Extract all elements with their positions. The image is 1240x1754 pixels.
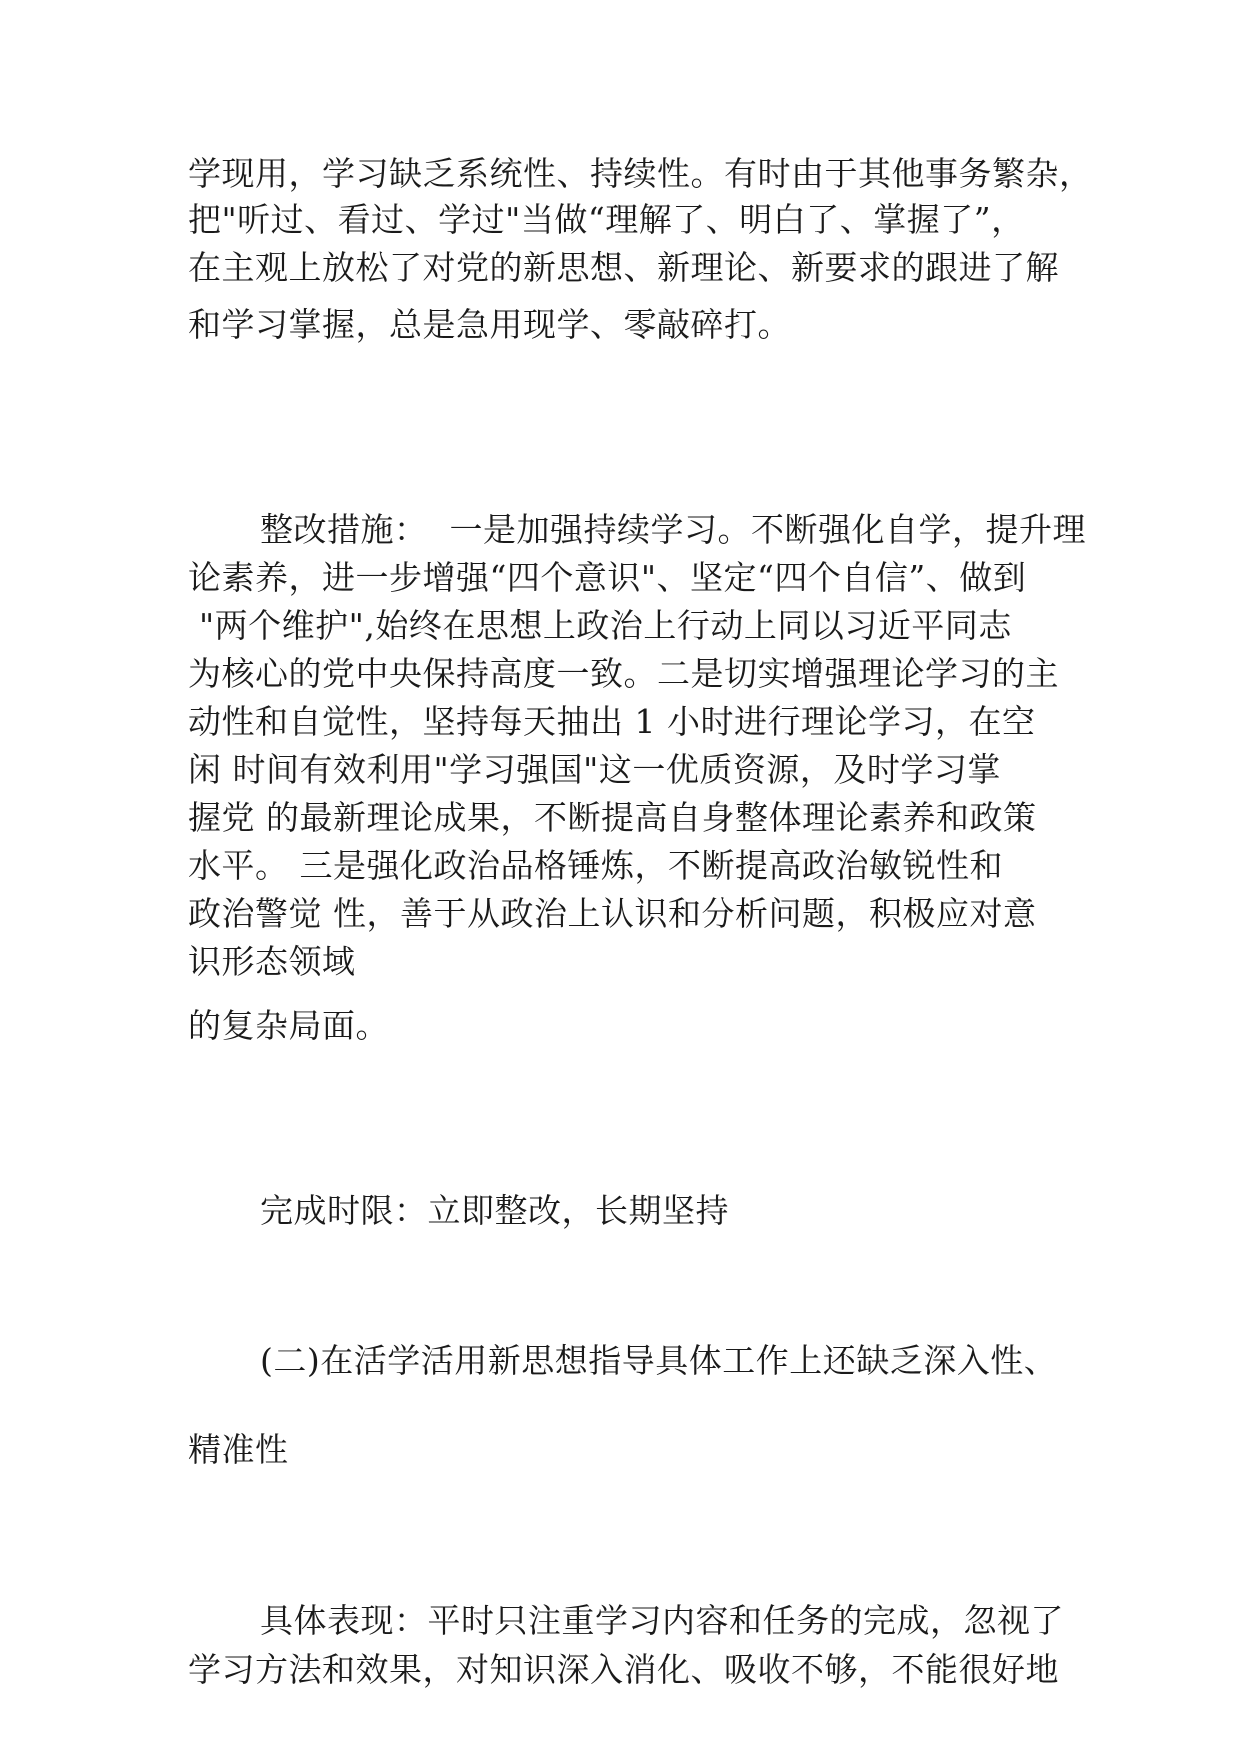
text-line: 在主观上放松了对党的新思想、新理论、新要求的跟进了解 [188, 248, 1059, 287]
text-line: "两个维护",始终在思想上政治上行动上同以习近平同志 [188, 606, 1012, 645]
text-line: 精准性 [188, 1430, 289, 1469]
text-line: 整改措施： 一是加强持续学习。不断强化自学，提升理 [260, 510, 1086, 549]
text-line: 完成时限：立即整改，长期坚持 [260, 1191, 729, 1230]
text-line: 政治警觉 性，善于从政治上认识和分析问题，积极应对意 [188, 894, 1037, 933]
text-line: 闲 时间有效利用"学习强国"这一优质资源，及时学习掌 [188, 750, 1001, 789]
text-line: 把"听过、看过、学过"当做“理解了、明白了、掌握了”， [188, 200, 1025, 239]
text-line: 的复杂局面。 [188, 1006, 389, 1045]
text-line: 为核心的党中央保持高度一致。二是切实增强理论学习的主 [188, 654, 1059, 693]
text-line: 握党 的最新理论成果，不断提高自身整体理论素养和政策 [188, 798, 1037, 837]
text-line: 和学习掌握，总是急用现学、零敲碎打。 [188, 305, 791, 344]
text-line: 学习方法和效果，对知识深入消化、吸收不够，不能很好地 [188, 1650, 1059, 1689]
text-line: 学现用，学习缺乏系统性、持续性。有时由于其他事务繁杂， [188, 154, 1093, 193]
text-line: (二)在活学活用新思想指导具体工作上还缺乏深入性、 [260, 1341, 1058, 1380]
text-line: 识形态领域 [188, 942, 356, 981]
text-line: 论素养，进一步增强“四个意识"、坚定“四个自信”、做到 [188, 558, 1027, 597]
text-line: 动性和自觉性，坚持每天抽出 1 小时进行理论学习，在空 [188, 702, 1036, 741]
text-line: 水平。 三是强化政治品格锤炼，不断提高政治敏锐性和 [188, 846, 1003, 885]
text-line: 具体表现：平时只注重学习内容和任务的完成，忽视了 [260, 1601, 1064, 1640]
